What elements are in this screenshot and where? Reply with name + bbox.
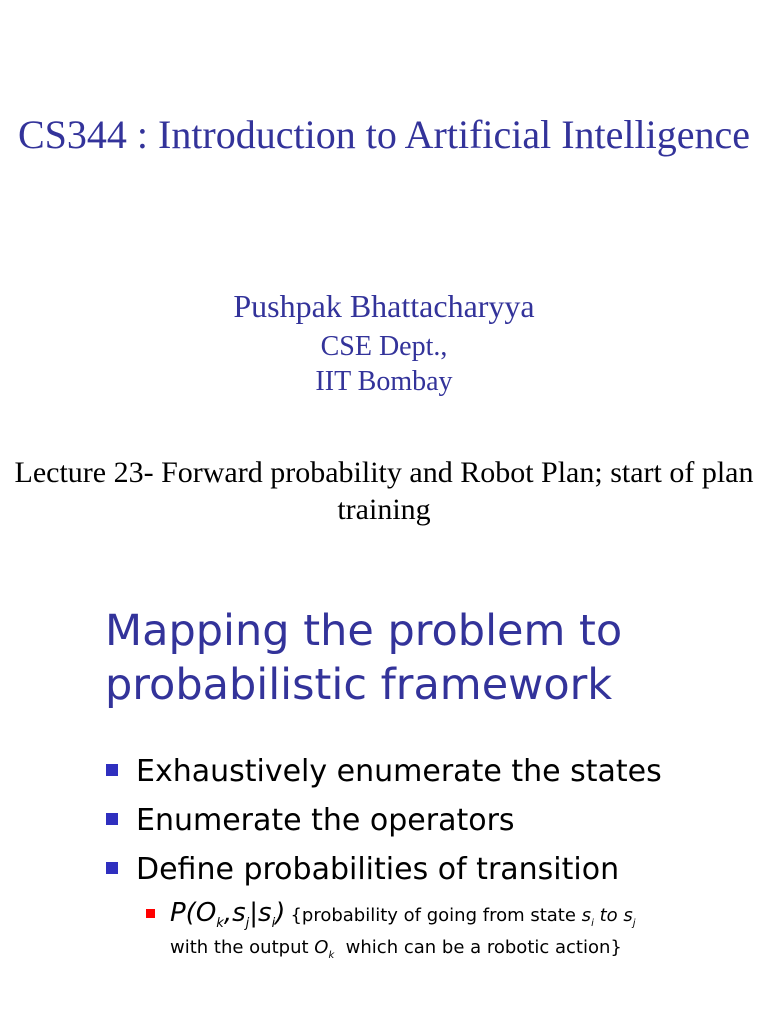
sub-bullet-line-1: [170, 896, 636, 930]
department: CSE Dept.,: [320, 331, 448, 362]
course-title: CS344 : Introduction to Artificial Intelligence: [17, 112, 751, 157]
sub-bullet-line-2: with the output $O_k$ which can be a robotic action}: [170, 937, 622, 961]
sub-bullet-square-icon: [146, 909, 155, 918]
bullet-item: [106, 752, 662, 792]
institution: IIT Bombay: [315, 366, 453, 397]
author-name: Pushpak Bhattacharyya: [233, 288, 535, 324]
bullet-item: [106, 850, 619, 890]
bullet-text: Exhaustively enumerate the states: [136, 754, 662, 789]
lecture-title: Lecture 23- Forward probability and Robot Plan; start of plan training: [14, 456, 754, 526]
bullet-text: Define probabilities of transition: [136, 852, 620, 887]
slide-title: Mapping the problem to probabilistic framework: [105, 606, 623, 710]
bullet-item: [106, 801, 515, 841]
bullet-square-icon: [106, 764, 118, 776]
transition-description: {probability of going from state $s_i$ to $s_j$: [290, 905, 636, 929]
bullet-square-icon: [106, 862, 118, 874]
transition-formula: $P(O_k,s_j|s_i)$: [170, 898, 286, 931]
bullet-square-icon: [106, 813, 118, 825]
bullet-text: Enumerate the operators: [136, 803, 515, 838]
